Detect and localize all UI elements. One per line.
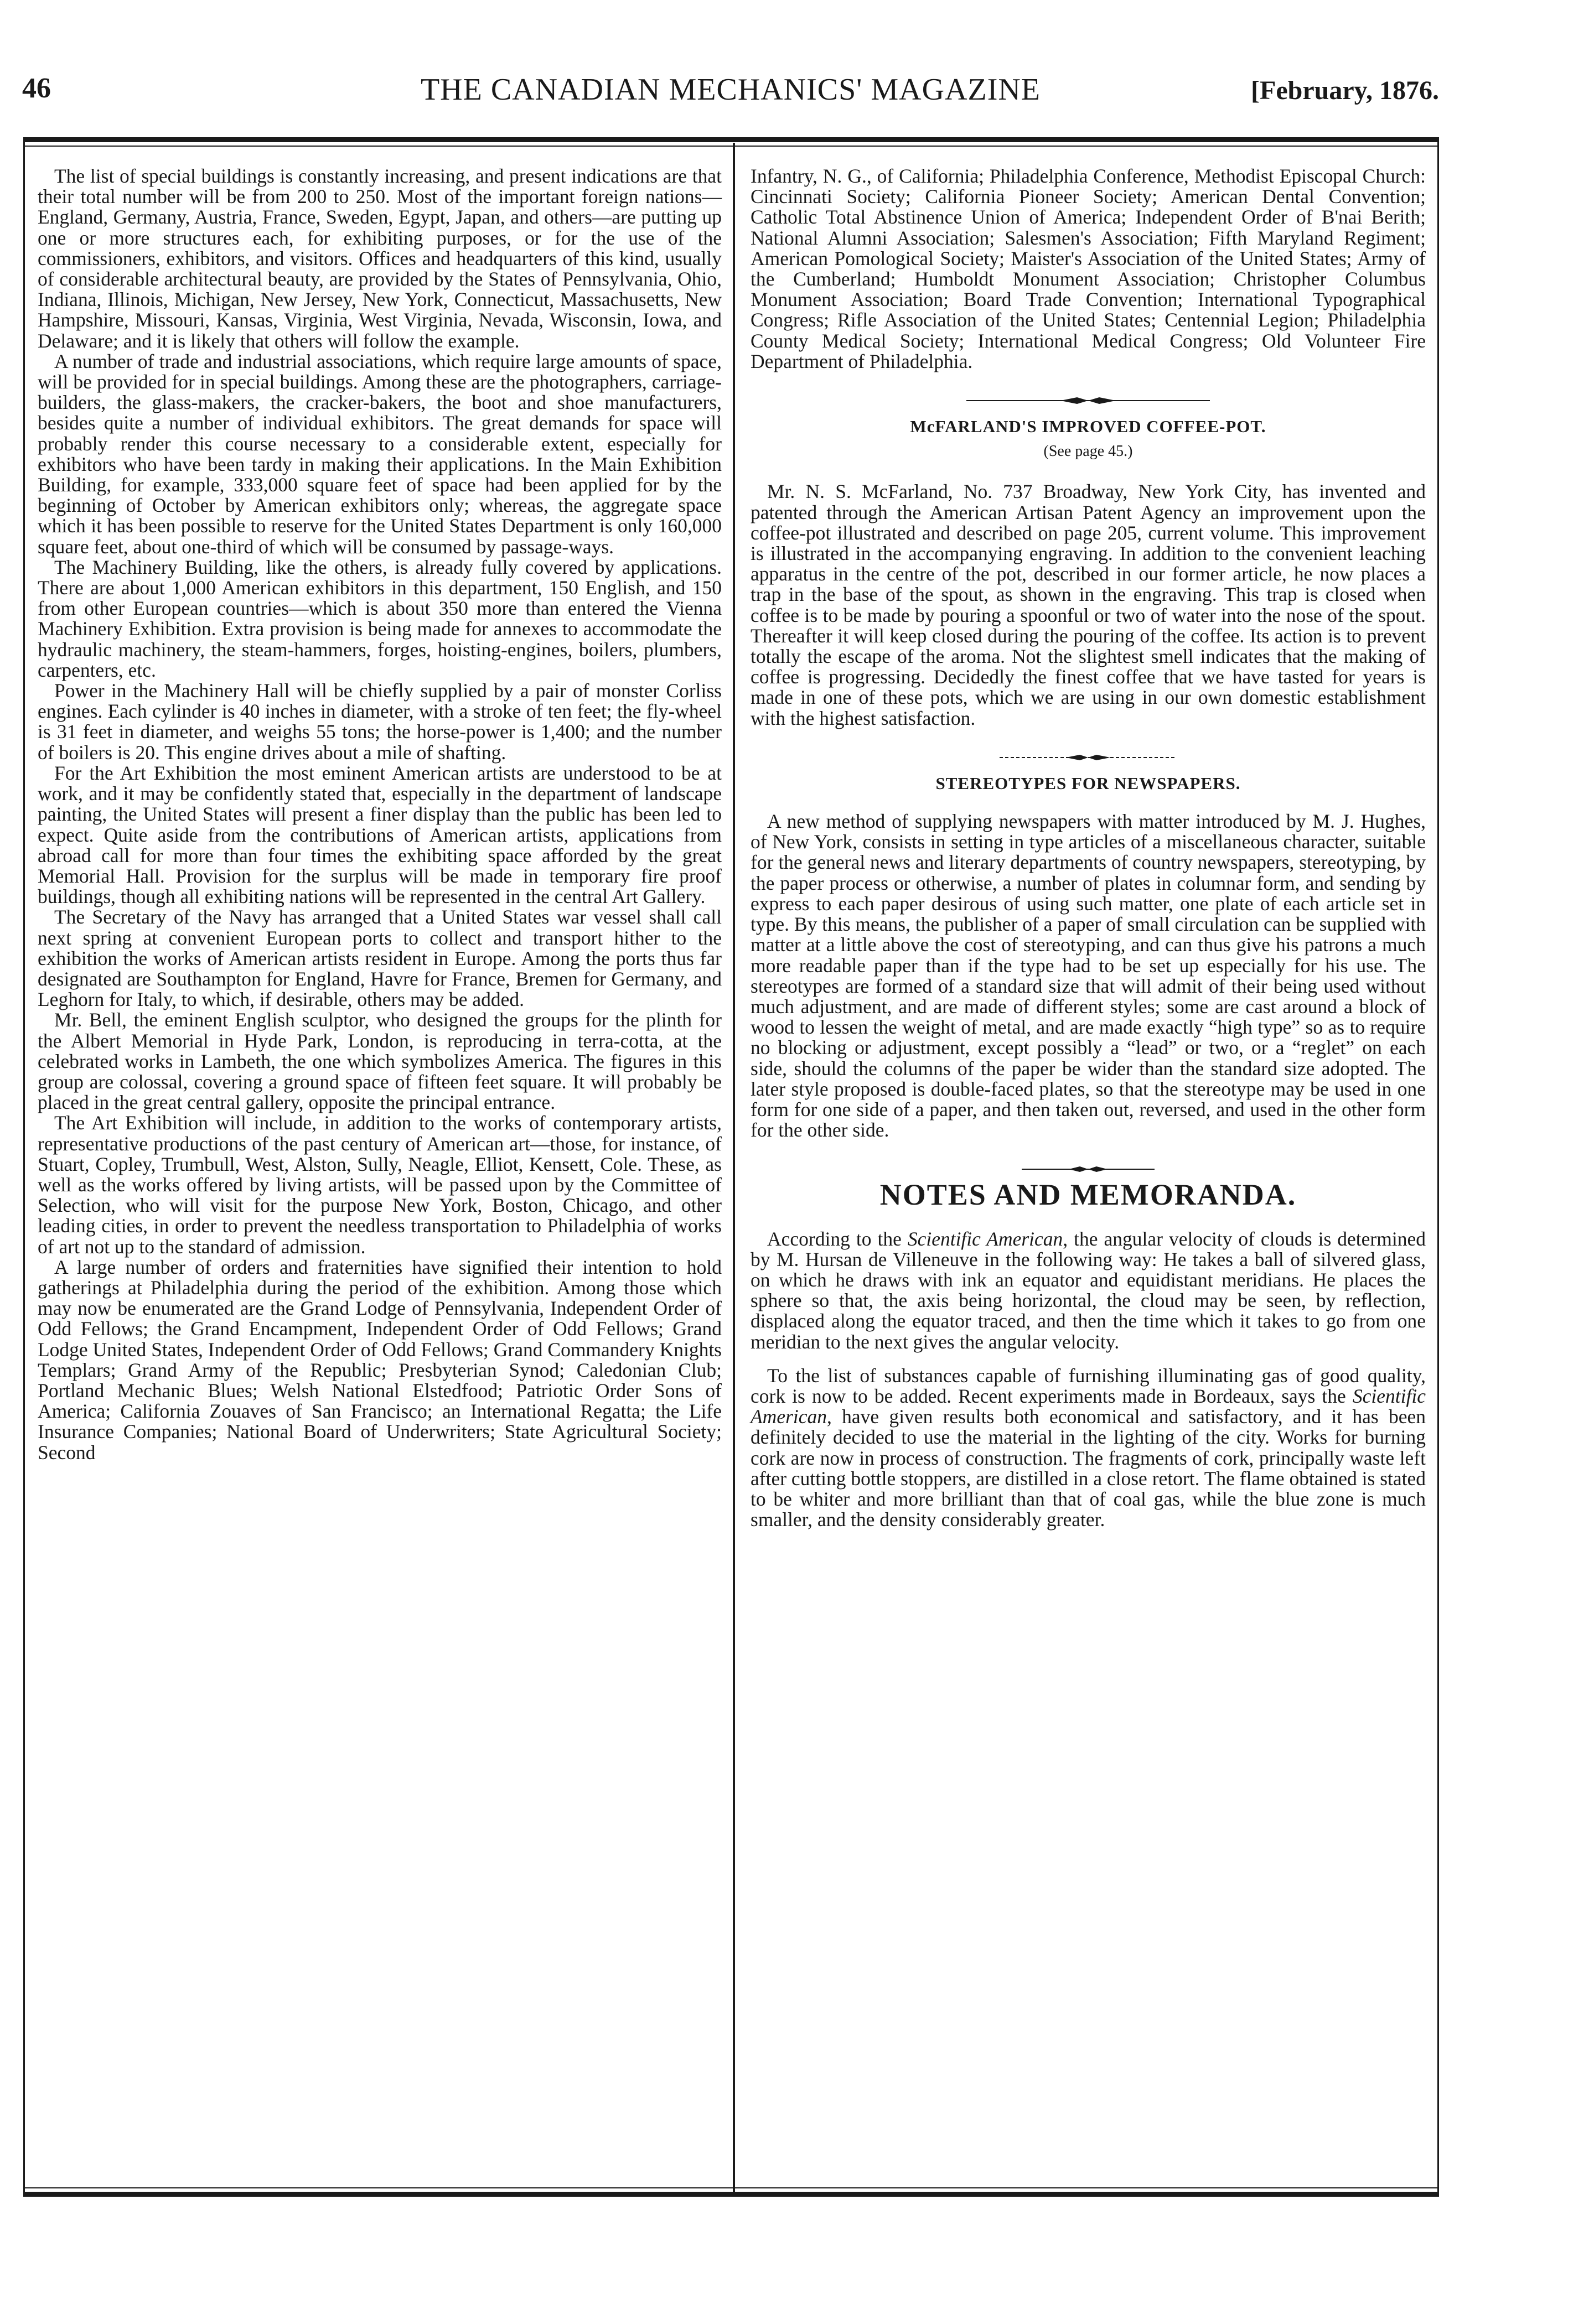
paragraph: The Art Exhibition will include, in addition to the works of contemporary artists, representative productions of the past century of American art—those, for instance, of Stuart, Copley, Trumbull, West, Alston, Sully, Neagle, Elliot, Kensett, Cole. These, as well as the works offered by living artists, will be passed upon by the Committee of Selection, who will visit for the purpose New York, Boston, Chicago, and other leading cities, in order to prevent the needless transportation to Philadelphia of works of art not up to the standard of admission.	[38, 1112, 722, 1258]
text-run: To the list of substances capable of furnishing illuminating gas of good quality, cork is now to be added. Recent experiments made in Bordeaux, says the	[751, 1364, 1426, 1407]
continued-paragraph: Infantry, N. G., of California; Philadelphia Conference, Methodist Episcopal Church: Cincinnati Society; California Pioneer Society; American Dental Convention; Catholic Total Abstinence Union of America; Independent Order of B'nai Berith; National Alumni Association; Salesmen's Association; Fifth Maryland Regiment; American Pomological Society; Maister's Association of the United States; Army of the Cumberland; Humboldt Monument Association; Christopher Columbus Monument Association; Board Trade Convention; International Typographical Congress; Rifle Association of the United States; Centennial Legion; Philadelphia County Medical Society; International Medical Congress; Old Volunteer Fire Department of Philadelphia.	[751, 165, 1426, 372]
ornament-divider	[751, 1158, 1426, 1169]
paragraph: The Secretary of the Navy has arranged that a United States war vessel shall call next spring at convenient European ports to collect and transport hither to the exhibition the works of American artists resident in Europe. Among the ports thus far designated are Southampton for England, Havre for France, Bremen for Germany, and Leghorn for Italy, to which, if desirable, others may be added.	[38, 906, 722, 1011]
text-run: , the angular velocity of clouds is determined by M. Hursan de Villeneuve in the following way: He takes a ball of silvered glass, on which he draws with ink an equator and equidistant meridians. He places the sphere so that, the axis being horizontal, the cloud may be seen, by reflection, displaced along the equator traced, and then the time which it takes to go from one meridian to the next gives the angular velocity.	[751, 1227, 1426, 1353]
paragraph: A new method of supplying newspapers with matter introduced by M. J. Hughes, of New York, consists in setting in type articles of a miscellaneous character, suitable for the general news and literary departments of country newspapers, stereotyping, by the paper process or otherwise, a number of plates in columnar form, and sending by express to each paper desirous of using such matter, one plate of each article set in type. By this means, the publisher of a paper of small circulation can be supplied with matter at a little above the cost of stereotyping, and can thus give his patrons a much more readable paper than if the type had to be set up especially for his use. The stereotypes are formed of a standard size that will admit of their being used without much adjustment, and are made of different styles; some are cast around a block of wood to lessen the weight of metal, and are made exactly “high type” so as to require no blocking or adjustment, except possibly a “lead” or two, or a “reglet” on each side, should the columns of the paper be wider than the standard size adopted. The later style proposed is double-faced plates, so that the stereotype may be used in one form for one side of a paper, and then taken out, reversed, and used in the other form for the other side.	[751, 810, 1426, 1142]
ornament-divider	[751, 390, 1426, 401]
ornament-rule-icon	[966, 395, 1210, 406]
paragraph: Power in the Machinery Hall will be chiefly supplied by a pair of monster Corliss engines. Each cylinder is 40 inches in diameter, with a stroke of ten feet; the fly-wheel is 31 feet in diameter, and weighs 55 tons; the horse-power is 1,400; and the number of boilers is 20. This engine drives about a mile of shafting.	[38, 679, 722, 764]
paragraph	[751, 1366, 1426, 1531]
ornament-divider	[751, 746, 1426, 758]
paragraph: A large number of orders and fraternities have signified their intention to hold gatherings at Philadelphia during the period of the exhibition. Among those which may now be enumerated are the Grand Lodge of Pennsylvania, Independent Order of Odd Fellows; the Grand Encampment, Independent Order of Odd Fellows; Grand Lodge United States, Independent Order of Odd Fellows; Grand Commandery Knights Templars; Grand Army of the Republic; Presbyterian Synod; Caledonian Club; Portland Mechanic Blues; Welsh National Elstedfood; Patriotic Order Sons of America; California Zouaves of San Francisco; an International Regatta; the Life Insurance Companies; National Board of Underwriters; State Agricultural Society; Second	[38, 1256, 722, 1464]
text-run: According to the	[767, 1227, 908, 1250]
publication-name: Scientific American	[907, 1227, 1063, 1250]
paragraph: For the Art Exhibition the most eminent American artists are understood to be at work, and it may be confidently stated that, especially in the department of landscape painting, the United States will present a finer display than the public has been led to expect. Quite aside from the contributions of American artists, applications from abroad call for more than four times the exhibiting space afforded by the great Memorial Hall. Provision for the surplus will be made in temporary fire proof buildings, though all exhibiting nations will be represented in the central Art Gallery.	[38, 761, 722, 908]
notes-heading: NOTES AND MEMORANDA.	[879, 1178, 1297, 1212]
see-page-note: (See page 45.)	[1043, 443, 1133, 460]
paragraph: Mr. N. S. McFarland, No. 737 Broadway, New York City, has invented and patented through the American Artisan Patent Agency an improvement upon the coffee-pot illustrated and described on page 205, current volume. This improvement is illustrated in the accompanying engraving. In addition to the convenient leaching apparatus in the centre of the pot, described in our former article, he now places a trap in the base of the spout, as shown in the engraving. This trap is closed when coffee is to be made by pouring a spoonful or two of water into the nose of the spout. Thereafter it will keep closed during the pouring of the coffee. Its action is to prevent totally the escape of the aroma. Not the slightest smell indicates that the making of coffee is progressing. Decidedly the finest coffee that we have tasted for years is made in one of these pots, which we are using in our own domestic establishment with the highest satisfaction.	[751, 480, 1426, 729]
right-column	[751, 166, 1426, 1530]
paragraph: The Machinery Building, like the others, is already fully covered by applications. There are about 1,000 American exhibitors in this department, 150 English, and 150 from other European countries—which is about 350 more than entered the Vienna Machinery Exhibition. Extra provision is being made for annexes to accommodate the hydraulic machinery, the steam-hammers, forges, hoisting-engines, boilers, plumbers, carpenters, etc.	[38, 556, 722, 681]
paragraph	[751, 1229, 1426, 1352]
stereotypes-heading: STEREOTYPES FOR NEWSPAPERS.	[935, 773, 1241, 793]
paragraph: Mr. Bell, the eminent English sculptor, who designed the groups for the plinth for the Albert Memorial in Hyde Park, London, is reproducing in terra-cotta, at the celebrated works in Lambeth, the one which symbolizes America. The figures in this group are colossal, covering a ground space of fifteen feet square. It will probably be placed in the great central gallery, opposite the principal entrance.	[38, 1009, 722, 1114]
paragraph: A number of trade and industrial associations, which require large amounts of space, will be provided for in special buildings. Among these are the photographers, carriage-builders, the glass-makers, the cracker-bakers, the boot and shoe manufacturers, besides quite a number of individual exhibitors. The great demands for space will probably render this course necessary to a considerable extent, especially for exhibitors who have been tardy in making their applications. In the Main Exhibition Building, for example, 333,000 square feet of space had been applied for by the beginning of October by American exhibitors only; whereas, the aggregate space which it has been possible to reserve for the United States Department is only 160,000 square feet, about one-third of which will be consumed by passage-ways.	[38, 350, 722, 558]
page-number: 46	[22, 72, 51, 104]
coffee-pot-heading: McFARLAND'S IMPROVED COFFEE-POT.	[910, 417, 1266, 437]
text-run: , have given results both economical and satisfactory, and it has been definitely decided to use the material in the lighting of the city. Works for burning cork are now in process of construction. The fragments of cork, principally waste left after cutting bottle stoppers, are distilled in a close retort. The flame obtained is stated to be whiter and more brilliant than that of coal gas, while the blue zone is much smaller, and the density considerably greater.	[751, 1405, 1426, 1531]
publication-name: Scientific American	[751, 1384, 1426, 1428]
frame-top-rule	[25, 146, 1437, 147]
column-divider	[733, 143, 735, 2192]
paragraph: The list of special buildings is constantly increasing, and present indications are that their total number will be from 200 to 250. Most of the important foreign nations—England, Germany, Austria, France, Sweden, Egypt, Japan, and others—are putting up one or more structures each, for exhibiting purposes, or for the use of the commissioners, exhibitors, and visitors. Offices and headquarters of this kind, usually of considerable architectural beauty, are provided by the States of Pennsylvania, Ohio, Indiana, Illinois, Michigan, New Jersey, New York, Connecticut, Massachusetts, New Hampshire, Missouri, Kansas, Virginia, West Virginia, Nevada, Wisconsin, Iowa, and Delaware; and it is likely that others will follow the example.	[38, 165, 722, 352]
frame-bottom-rule	[25, 2187, 1437, 2188]
ornament-rule-icon	[966, 1164, 1210, 1175]
ornament-rule-icon	[966, 752, 1210, 763]
left-column	[38, 166, 722, 1463]
page-header	[22, 72, 1439, 122]
magazine-title: THE CANADIAN MECHANICS' MAGAZINE	[420, 72, 1041, 107]
issue-date: [February, 1876.	[1251, 76, 1439, 105]
